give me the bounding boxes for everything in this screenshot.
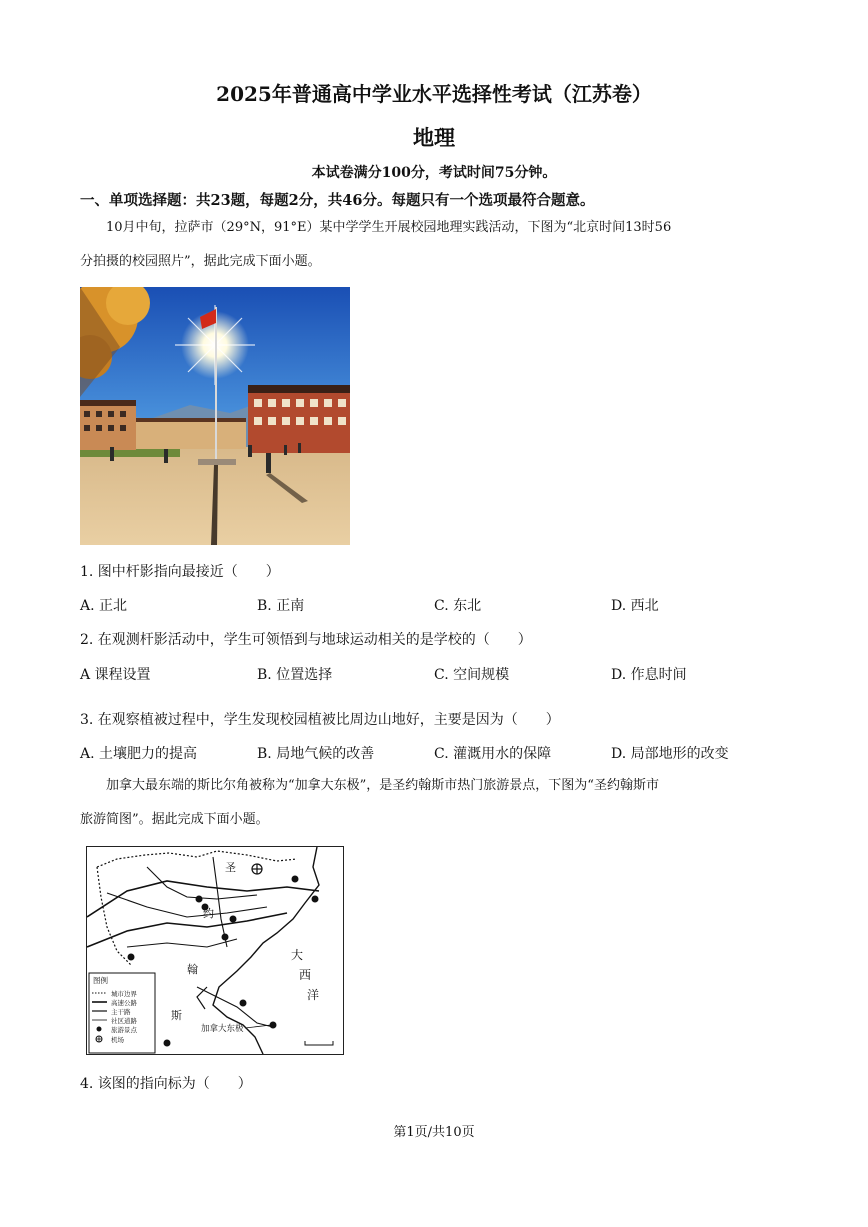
st-johns-map-drawing — [87, 847, 343, 1054]
question-2-option-a[interactable]: A 课程设置 — [80, 667, 151, 683]
map-label-han: 翰 — [187, 963, 198, 976]
page-number: 第1页/共10页 — [393, 1125, 475, 1140]
map-legend-item-4: 旅游景点 — [111, 1026, 137, 1034]
question-2-option-b[interactable]: B. 位置选择 — [257, 667, 333, 683]
question-1-stem: 1. 图中杆影指向最接近（ ） — [80, 564, 280, 580]
subject-title: 地理 — [413, 125, 455, 150]
map-label-sheng: 圣 — [225, 861, 236, 874]
question-3-option-a[interactable]: A. 土壤肥力的提高 — [80, 746, 198, 762]
map-legend-item-1: 高速公路 — [111, 999, 137, 1007]
question-2-stem: 2. 在观测杆影活动中，学生可领悟到与地球运动相关的是学校的（ ） — [80, 632, 532, 648]
map-legend-item-0: 城市边界 — [111, 990, 137, 998]
question-2-option-d[interactable]: D. 作息时间 — [611, 667, 687, 683]
map-label-east-pole: 加拿大东极 — [201, 1024, 244, 1034]
passage-1-line-2: 分拍摄的校园照片”，据此完成下面小题。 — [80, 254, 321, 269]
question-3-option-d[interactable]: D. 局部地形的改变 — [611, 746, 729, 762]
map-label-xi: 西 — [299, 968, 312, 982]
question-1-option-a[interactable]: A. 正北 — [80, 598, 128, 614]
passage-1 — [80, 211, 792, 279]
section-heading: 一、单项选择题：共23题，每题2分，共46分。每题只有一个选项最符合题意。 — [80, 192, 595, 209]
map-legend-item-3: 社区道路 — [111, 1017, 137, 1025]
question-1-option-b[interactable]: B. 正南 — [257, 598, 305, 614]
map-label-yang: 洋 — [307, 988, 320, 1002]
question-3-option-b[interactable]: B. 局地气候的改善 — [257, 746, 375, 762]
question-4-stem: 4. 该图的指向标为（ ） — [80, 1076, 252, 1092]
map-label-si: 斯 — [171, 1009, 182, 1022]
map-label-yue: 约 — [203, 907, 214, 920]
passage-1-line-1: 10月中旬，拉萨市（29°N，91°E）某中学学生开展校园地理实践活动，下图为“北京时间13时56 — [106, 220, 672, 235]
question-1-option-d[interactable]: D. 西北 — [611, 598, 659, 614]
map-legend-title: 图例 — [93, 976, 108, 985]
question-3-option-c[interactable]: C. 灌溉用水的保障 — [434, 746, 552, 762]
question-1-option-c[interactable]: C. 东北 — [434, 598, 482, 614]
campus-photo-illustration — [80, 287, 350, 545]
passage-2 — [80, 769, 792, 837]
exam-title: 2025年普通高中学业水平选择性考试（江苏卷） — [216, 82, 652, 106]
map-legend-item-2: 主干路 — [111, 1008, 131, 1016]
passage-2-line-2: 旅游简图”。据此完成下面小题。 — [80, 812, 269, 827]
question-3-stem: 3. 在观察植被过程中，学生发现校园植被比周边山地好，主要是因为（ ） — [80, 712, 560, 728]
st-johns-map — [86, 846, 344, 1055]
exam-note: 本试卷满分100分，考试时间75分钟。 — [311, 165, 557, 181]
campus-photo — [80, 287, 350, 545]
map-label-da: 大 — [291, 948, 304, 962]
map-legend-item-5: 机场 — [111, 1036, 124, 1044]
passage-2-line-1: 加拿大最东端的斯比尔角被称为“加拿大东极”，是圣约翰斯市热门旅游景点，下图为“圣约翰斯市 — [106, 778, 659, 793]
question-2-option-c[interactable]: C. 空间规模 — [434, 667, 510, 683]
